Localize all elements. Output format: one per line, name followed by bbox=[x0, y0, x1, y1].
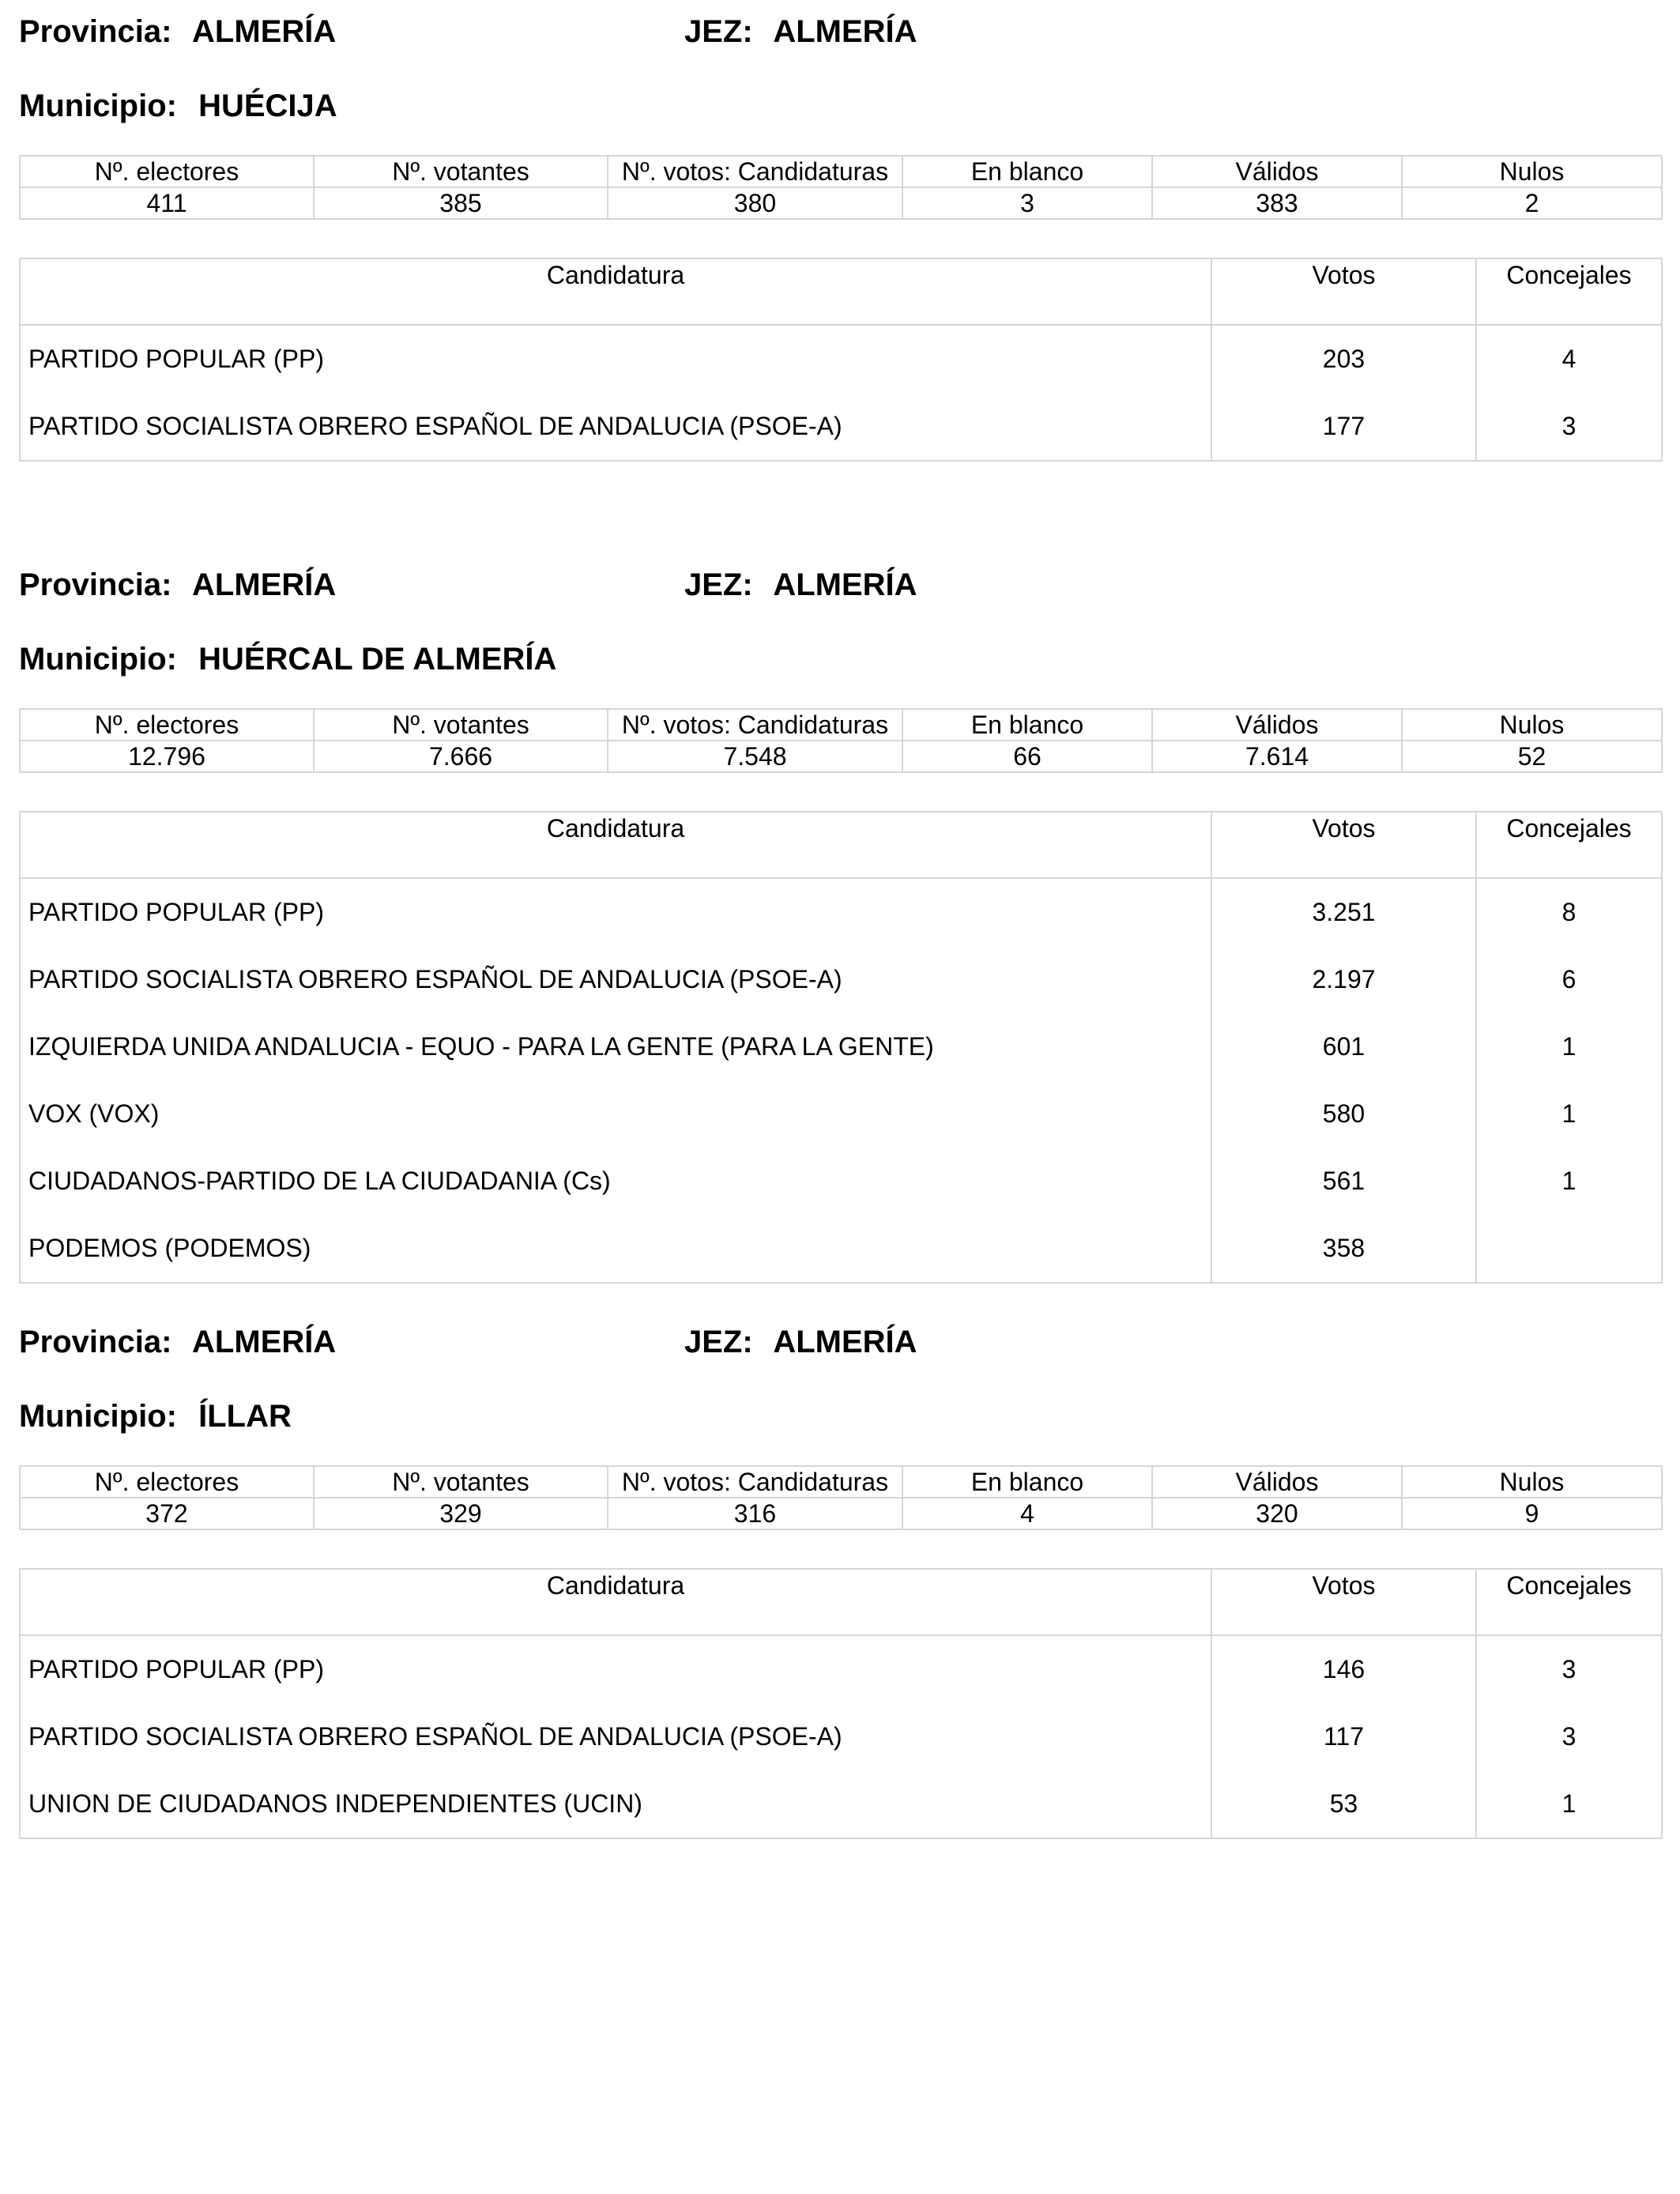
candidatura-name: VOX (VOX) bbox=[20, 1080, 1211, 1148]
candidatura-votos: 203 bbox=[1211, 325, 1476, 393]
jez-value: ALMERÍA bbox=[773, 567, 917, 602]
header-concejales: Concejales bbox=[1476, 258, 1662, 325]
summary-header-row bbox=[20, 1466, 1662, 1498]
municipio-label: Municipio: bbox=[19, 89, 177, 123]
municipio-value: ÍLLAR bbox=[198, 1399, 292, 1434]
candidatura-name: PARTIDO POPULAR (PP) bbox=[20, 325, 1211, 393]
summary-header-votos-candidaturas: Nº. votos: Candidaturas bbox=[608, 1466, 902, 1498]
summary-header-row bbox=[20, 156, 1662, 187]
candidatura-votos: 2.197 bbox=[1211, 946, 1476, 1013]
summary-nulos: 52 bbox=[1402, 741, 1662, 772]
summary-header-electores: Nº. electores bbox=[20, 1466, 314, 1498]
jez-label: JEZ: bbox=[684, 567, 753, 602]
summary-validos: 383 bbox=[1152, 187, 1402, 219]
summary-table bbox=[19, 1465, 1663, 1530]
provincia-heading bbox=[19, 11, 336, 52]
candidatura-votos: 561 bbox=[1211, 1148, 1476, 1215]
municipio-value: HUÉRCAL DE ALMERÍA bbox=[198, 642, 557, 677]
summary-value-row bbox=[20, 741, 1662, 772]
header-candidatura: Candidatura bbox=[20, 1569, 1211, 1635]
candidatura-votos: 3.251 bbox=[1211, 878, 1476, 946]
candidatura-concejales: 3 bbox=[1561, 1655, 1576, 1683]
candidatura-concejales: 8 bbox=[1561, 898, 1576, 926]
candidatura-name: PARTIDO POPULAR (PP) bbox=[20, 878, 1211, 946]
candidatura-concejales: 3 bbox=[1561, 1722, 1576, 1751]
candidaturas-header-row bbox=[20, 812, 1662, 878]
summary-votos-candidaturas: 7.548 bbox=[608, 741, 902, 772]
municipio-heading bbox=[19, 1396, 292, 1437]
candidatura-row bbox=[20, 1148, 1662, 1215]
provincia-value: ALMERÍA bbox=[192, 14, 337, 49]
summary-votantes: 7.666 bbox=[314, 741, 608, 772]
summary-header-validos: Válidos bbox=[1152, 156, 1402, 187]
candidaturas-table bbox=[19, 258, 1663, 462]
candidatura-name: UNION DE CIUDADANOS INDEPENDIENTES (UCIN) bbox=[20, 1770, 1211, 1838]
candidatura-name: CIUDADANOS-PARTIDO DE LA CIUDADANIA (Cs) bbox=[20, 1148, 1211, 1215]
summary-validos: 320 bbox=[1152, 1498, 1402, 1529]
summary-header-validos: Válidos bbox=[1152, 1466, 1402, 1498]
summary-header-nulos: Nulos bbox=[1402, 1466, 1662, 1498]
candidaturas-table bbox=[19, 1568, 1663, 1839]
candidatura-concejales bbox=[1476, 1215, 1662, 1283]
candidatura-concejales: 1 bbox=[1561, 1099, 1576, 1128]
header-votos: Votos bbox=[1211, 1569, 1476, 1635]
summary-nulos: 2 bbox=[1402, 187, 1662, 219]
summary-header-nulos: Nulos bbox=[1402, 156, 1662, 187]
header-candidatura: Candidatura bbox=[20, 812, 1211, 878]
summary-header-electores: Nº. electores bbox=[20, 709, 314, 741]
candidatura-name: IZQUIERDA UNIDA ANDALUCIA - EQUO - PARA LA GENTE (PARA LA GENTE) bbox=[20, 1013, 1211, 1080]
jez-heading bbox=[684, 564, 917, 605]
summary-table bbox=[19, 708, 1663, 773]
summary-validos: 7.614 bbox=[1152, 741, 1402, 772]
candidatura-concejales: 4 bbox=[1561, 345, 1576, 373]
municipio-label: Municipio: bbox=[19, 1399, 177, 1434]
candidatura-row bbox=[20, 325, 1662, 393]
summary-votantes: 385 bbox=[314, 187, 608, 219]
candidatura-concejales: 1 bbox=[1561, 1167, 1576, 1195]
summary-header-votantes: Nº. votantes bbox=[314, 1466, 608, 1498]
provincia-label: Provincia: bbox=[19, 1325, 172, 1359]
summary-header-votos-candidaturas: Nº. votos: Candidaturas bbox=[608, 156, 902, 187]
summary-value-row bbox=[20, 1498, 1662, 1529]
candidatura-row bbox=[20, 1013, 1662, 1080]
provincia-label: Provincia: bbox=[19, 14, 172, 49]
provincia-value: ALMERÍA bbox=[192, 567, 337, 602]
candidatura-concejales: 1 bbox=[1561, 1789, 1576, 1818]
header-votos: Votos bbox=[1211, 258, 1476, 325]
candidatura-votos: 146 bbox=[1211, 1635, 1476, 1703]
candidaturas-table bbox=[19, 811, 1663, 1284]
jez-heading bbox=[684, 11, 917, 52]
candidatura-votos: 177 bbox=[1211, 393, 1476, 461]
summary-votos-candidaturas: 380 bbox=[608, 187, 902, 219]
candidatura-row bbox=[20, 1080, 1662, 1148]
candidatura-votos: 358 bbox=[1211, 1215, 1476, 1283]
provincia-value: ALMERÍA bbox=[192, 1325, 337, 1359]
jez-value: ALMERÍA bbox=[773, 14, 917, 49]
summary-value-row bbox=[20, 187, 1662, 219]
summary-votantes: 329 bbox=[314, 1498, 608, 1529]
summary-header-row bbox=[20, 709, 1662, 741]
candidaturas-header-row bbox=[20, 258, 1662, 325]
jez-label: JEZ: bbox=[684, 1325, 753, 1359]
summary-electores: 12.796 bbox=[20, 741, 314, 772]
candidatura-votos: 580 bbox=[1211, 1080, 1476, 1148]
summary-en-blanco: 3 bbox=[902, 187, 1152, 219]
candidatura-row bbox=[20, 1215, 1662, 1283]
candidaturas-header-row bbox=[20, 1569, 1662, 1635]
provincia-heading bbox=[19, 1321, 336, 1363]
jez-label: JEZ: bbox=[684, 14, 753, 49]
summary-header-votantes: Nº. votantes bbox=[314, 156, 608, 187]
header-concejales: Concejales bbox=[1476, 812, 1662, 878]
header-candidatura: Candidatura bbox=[20, 258, 1211, 325]
municipio-label: Municipio: bbox=[19, 642, 177, 677]
summary-header-en-blanco: En blanco bbox=[902, 709, 1152, 741]
candidatura-concejales: 6 bbox=[1561, 965, 1576, 993]
candidatura-votos: 601 bbox=[1211, 1013, 1476, 1080]
summary-table bbox=[19, 155, 1663, 220]
municipio-value: HUÉCIJA bbox=[198, 89, 337, 123]
jez-value: ALMERÍA bbox=[773, 1325, 917, 1359]
summary-header-votos-candidaturas: Nº. votos: Candidaturas bbox=[608, 709, 902, 741]
header-votos: Votos bbox=[1211, 812, 1476, 878]
candidatura-name: PARTIDO POPULAR (PP) bbox=[20, 1635, 1211, 1703]
summary-votos-candidaturas: 316 bbox=[608, 1498, 902, 1529]
candidatura-votos: 117 bbox=[1211, 1703, 1476, 1770]
candidatura-row bbox=[20, 1703, 1662, 1770]
candidatura-name: PARTIDO SOCIALISTA OBRERO ESPAÑOL DE ANDALUCIA (PSOE-A) bbox=[20, 1703, 1211, 1770]
candidatura-concejales: 3 bbox=[1561, 412, 1576, 440]
summary-en-blanco: 66 bbox=[902, 741, 1152, 772]
candidatura-name: PARTIDO SOCIALISTA OBRERO ESPAÑOL DE ANDALUCIA (PSOE-A) bbox=[20, 393, 1211, 461]
candidatura-row bbox=[20, 1635, 1662, 1703]
candidatura-row bbox=[20, 878, 1662, 946]
candidatura-name: PARTIDO SOCIALISTA OBRERO ESPAÑOL DE ANDALUCIA (PSOE-A) bbox=[20, 946, 1211, 1013]
municipio-heading bbox=[19, 85, 337, 126]
provincia-heading bbox=[19, 564, 336, 605]
candidatura-row bbox=[20, 946, 1662, 1013]
summary-header-electores: Nº. electores bbox=[20, 156, 314, 187]
candidatura-row bbox=[20, 393, 1662, 461]
summary-header-en-blanco: En blanco bbox=[902, 1466, 1152, 1498]
summary-en-blanco: 4 bbox=[902, 1498, 1152, 1529]
header-concejales: Concejales bbox=[1476, 1569, 1662, 1635]
summary-electores: 372 bbox=[20, 1498, 314, 1529]
summary-nulos: 9 bbox=[1402, 1498, 1662, 1529]
provincia-label: Provincia: bbox=[19, 567, 172, 602]
candidatura-concejales: 1 bbox=[1561, 1032, 1576, 1061]
summary-header-en-blanco: En blanco bbox=[902, 156, 1152, 187]
candidatura-row bbox=[20, 1770, 1662, 1838]
municipio-heading bbox=[19, 639, 556, 680]
summary-electores: 411 bbox=[20, 187, 314, 219]
jez-heading bbox=[684, 1321, 917, 1363]
summary-header-nulos: Nulos bbox=[1402, 709, 1662, 741]
candidatura-votos: 53 bbox=[1211, 1770, 1476, 1838]
summary-header-validos: Válidos bbox=[1152, 709, 1402, 741]
candidatura-name: PODEMOS (PODEMOS) bbox=[20, 1215, 1211, 1283]
summary-header-votantes: Nº. votantes bbox=[314, 709, 608, 741]
